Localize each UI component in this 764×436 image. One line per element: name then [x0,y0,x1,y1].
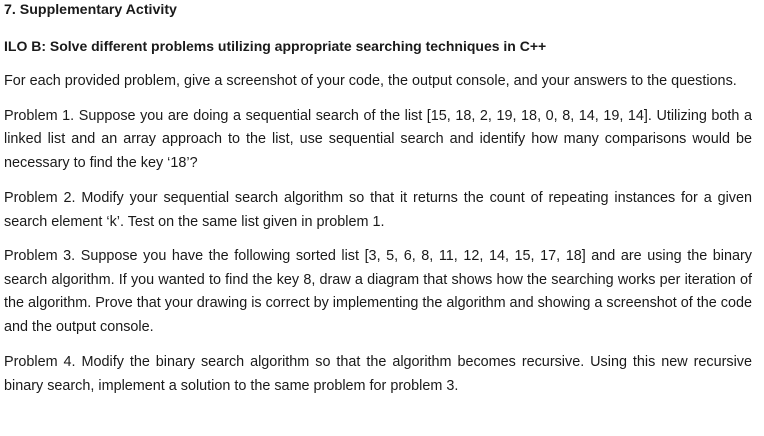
intro-paragraph: For each provided problem, give a screenshot of your code, the output console, and your answers to the questions. [4,73,737,89]
problem-1-paragraph: Problem 1. Suppose you are doing a sequential search of the list [15, 18, 2, 19, 18, 0, 8, 14, 19, 14]. Utilizing both a linked list and an array approach to the list, use sequential search and identify how many comparisons would be necessary to find the key ‘18’? [4,107,752,171]
problem-3-paragraph: Problem 3. Suppose you have the following sorted list [3, 5, 6, 8, 11, 12, 14, 15, 17, 18] and are using the binary search algorithm. If you wanted to find the key 8, draw a diagram that shows how the searching works per iteration of the algorithm. Prove that your drawing is correct by implementing the algorithm and showing a screenshot of the code and the output console. [4,248,752,335]
ilo-heading: ILO B: Solve different problems utilizing appropriate searching techniques in C++ [4,38,547,54]
problem-4-paragraph: Problem 4. Modify the binary search algorithm so that the algorithm becomes recursive. Using this new recursive binary search, implement a solution to the same problem for problem 3. [4,354,752,394]
section-title: 7. Supplementary Activity [4,2,177,18]
problem-2-paragraph: Problem 2. Modify your sequential search algorithm so that it returns the count of repeating instances for a given search element ‘k’. Test on the same list given in problem 1. [4,190,752,230]
